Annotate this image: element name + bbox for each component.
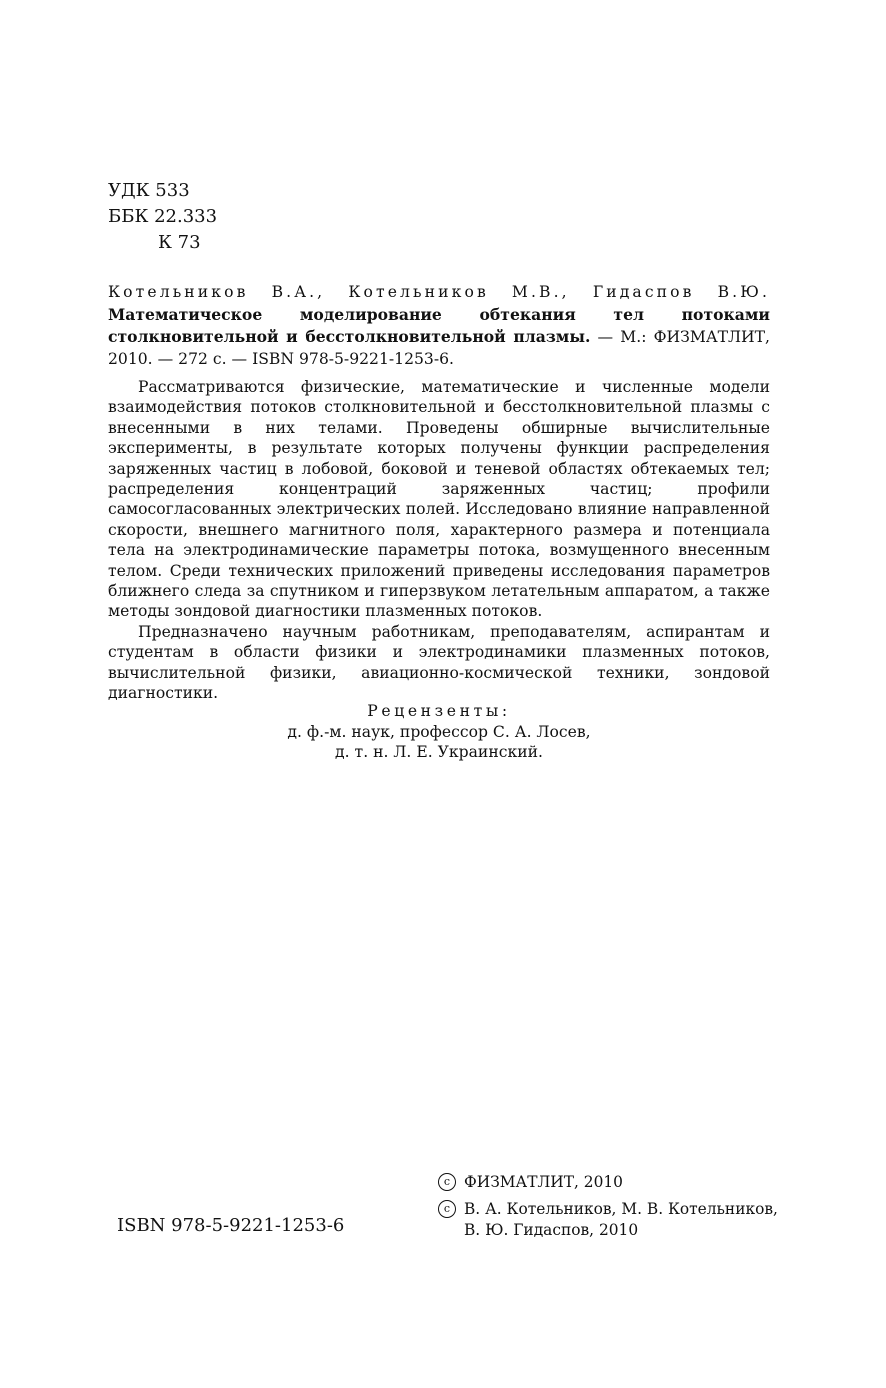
bibliographic-record: [108, 282, 770, 370]
reviewer-1: д. ф.-м. наук, профессор С. А. Лосев,: [287, 722, 591, 741]
bbk-code: ББК 22.333: [108, 206, 218, 227]
authors-line: Котельников В.А., Котельников М.В., Гидаспов В.Ю.: [108, 283, 770, 301]
copyright-icon: c: [438, 1173, 456, 1191]
reviewers-heading: Рецензенты:: [367, 702, 511, 720]
publication-info: — М.: ФИЗМАТЛИТ, 2010. — 272 с. — ISBN 978-5-9221-1253-6.: [108, 328, 770, 368]
copyright-authors-line1: В. А. Котельников, М. В. Котельников,: [464, 1200, 778, 1218]
copyright-authors-line2: В. Ю. Гидаспов, 2010: [464, 1221, 639, 1239]
udk-code: УДК 533: [108, 180, 190, 201]
classification-block: [108, 178, 217, 256]
copyright-publisher: [438, 1172, 778, 1193]
copyright-publisher-text: ФИЗМАТЛИТ, 2010: [464, 1173, 623, 1191]
reviewers-block: [108, 701, 770, 763]
copyright-authors-text: [464, 1199, 778, 1241]
abstract: [108, 377, 770, 704]
abstract-paragraph: Рассматриваются физические, математические и численные модели взаимодействия потоков столкновительной и бесстолкновительной плазмы с внесенными в них телами. Проведены обширные вычислительные эксперименты, в результате которых получены функции распределения заряженных частиц в лобовой, боковой и теневой областях обтекаемых тел; распределения концентраций заряженных частиц; профили самосогласованных электрических полей. Исследовано влияние направленной скорости, внешнего магнитного поля, характерного размера и потенциала тела на электродинамические параметры потока, возмущенного внесенным телом. Среди технических приложений приведены исследования параметров ближнего следа за спутником и гиперзвуком летательным аппаратом, а также методы зондовой диагностики плазменных потоков.: [108, 378, 770, 621]
book-description: [108, 304, 770, 371]
author-mark: К 73: [158, 232, 201, 253]
reviewer-2: д. т. н. Л. Е. Украинский.: [335, 743, 543, 762]
book-title: Математическое моделирование обтекания тел потоками столкновительной и бесстолкновительной плазмы.: [108, 304, 770, 346]
copyright-icon: c: [438, 1200, 456, 1218]
copyright-authors: [438, 1199, 778, 1241]
isbn-number: ISBN 978-5-9221-1253-6: [117, 1215, 345, 1236]
audience-paragraph: Предназначено научным работникам, преподавателям, аспирантам и студентам в области физики и электродинамики плазменных потоков, вычислительной физики, авиационно-космической техники, зондовой диагностики.: [108, 622, 770, 703]
copyright-block: [438, 1172, 778, 1247]
